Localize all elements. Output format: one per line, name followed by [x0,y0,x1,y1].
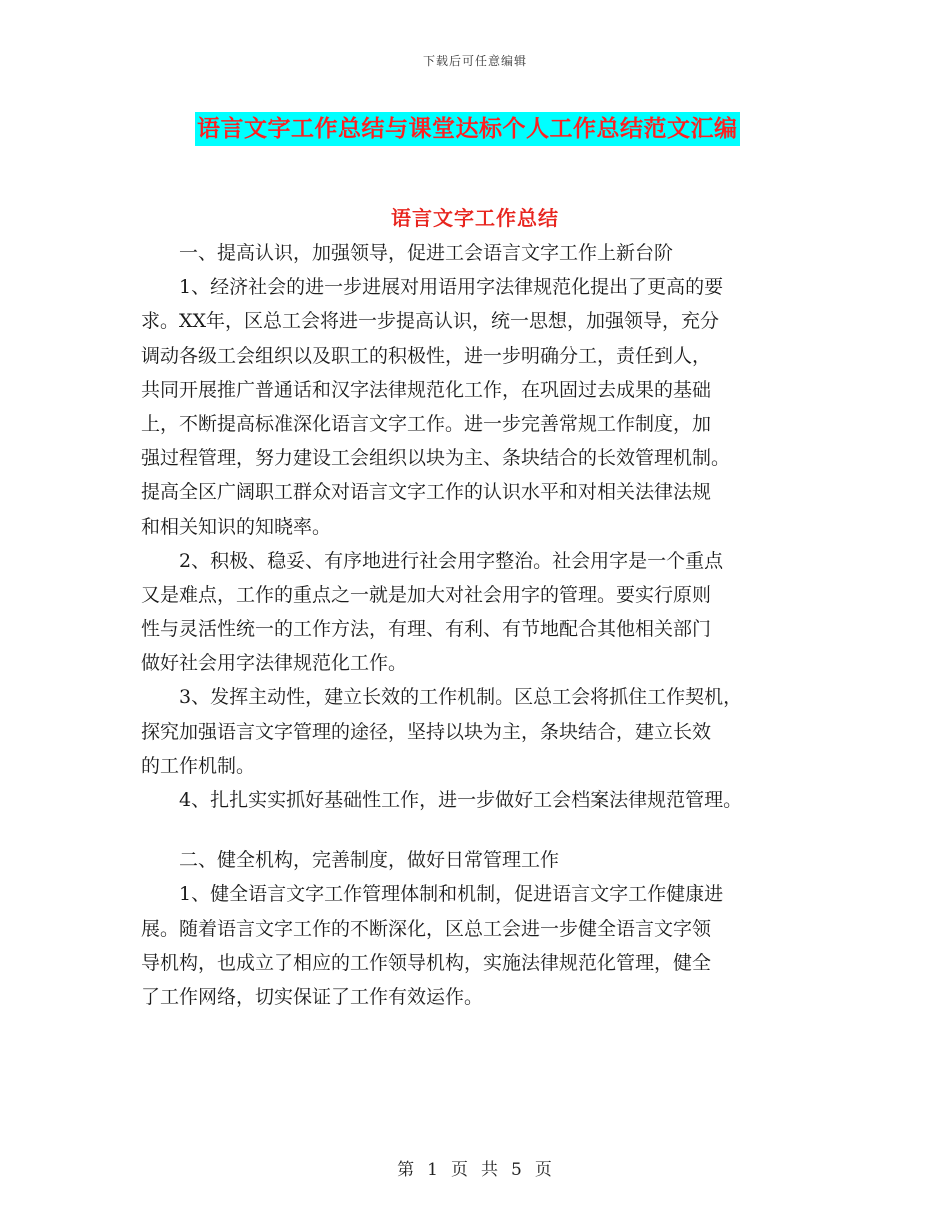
paragraph-line: 强过程管理，努力建设工会组织以块为主、条块结合的长效管理机制。 [141,447,731,470]
paragraph-line: 探究加强语言文字管理的途径，坚持以块为主，条块结合，建立长效 [141,720,712,743]
part1-paragraph-3 [141,680,821,783]
current-page-number: 1 [427,1160,439,1180]
part2-heading: 二、健全机构，完善制度，做好日常管理工作 [179,849,560,872]
document-body [141,236,821,1014]
paragraph-line: 做好社会用字法律规范化工作。 [141,652,408,675]
paragraph-line: 了工作网络，切实保证了工作有效运作。 [141,985,484,1008]
paragraph-line: 展。随着语言文字工作的不断深化，区总工会进一步健全语言文字领 [141,917,712,940]
paragraph-line: 性与灵活性统一的工作方法，有理、有利、有节地配合其他相关部门 [141,618,712,641]
page-footer [0,1155,950,1180]
part1-heading-block [141,236,821,270]
paragraph-line: 2、积极、稳妥、有序地进行社会用字整治。社会用字是一个重点 [179,549,724,572]
paragraph-line: 又是难点，工作的重点之一就是加大对社会用字的管理。要实行原则 [141,583,712,606]
paragraph-line: 调动各级工会组织以及职工的积极性，进一步明确分工，责任到人， [141,344,712,367]
section-title: 语言文字工作总结 [391,206,559,230]
part1-paragraph-1 [141,270,821,544]
paragraph-line: 提高全区广阔职工群众对语言文字工作的认识水平和对相关法律法规 [141,481,712,504]
footer-label-page-unit: 页 [451,1160,469,1180]
part1-paragraph-4 [141,783,821,817]
part2-paragraph-1 [141,877,821,1014]
paragraph-line: 1、经济社会的进一步进展对用语用字法律规范化提出了更高的要 [179,276,724,299]
total-pages-number: 5 [511,1160,523,1180]
footer-label-total-unit: 页 [534,1160,553,1180]
paragraph-line: 求。XX年，区总工会将进一步提高认识，统一思想，加强领导，充分 [141,310,720,333]
part1-heading: 一、提高认识，加强领导，促进工会语言文字工作上新台阶 [179,242,674,264]
paragraph-line: 4、扎扎实实抓好基础性工作，进一步做好工会档案法律规范管理。 [179,789,743,811]
paragraph-line: 导机构，也成立了相应的工作领导机构，实施法律规范化管理，健全 [141,951,712,974]
paragraph-line: 的工作机制。 [141,754,256,777]
document-title: 语言文字工作总结与课堂达标个人工作总结范文汇编 [195,112,740,146]
footer-label-total: 共 [481,1160,499,1180]
part2-heading-block [141,843,821,877]
paragraph-line: 3、发挥主动性，建立长效的工作机制。区总工会将抓住工作契机， [179,686,743,709]
paragraph-line: 1、健全语言文字工作管理体制和机制，促进语言文字工作健康进 [179,883,724,906]
part1-paragraph-2 [141,544,821,681]
footer-label-page: 第 [397,1160,416,1180]
paragraph-line: 上，不断提高标准深化语言文字工作。进一步完善常规工作制度，加 [141,412,712,435]
header-note: 下载后可任意编辑 [422,54,527,68]
paragraph-line: 和相关知识的知晓率。 [141,515,332,538]
section-gap [141,817,821,843]
paragraph-line: 共同开展推广普通话和汉字法律规范化工作，在巩固过去成果的基础 [141,378,712,401]
